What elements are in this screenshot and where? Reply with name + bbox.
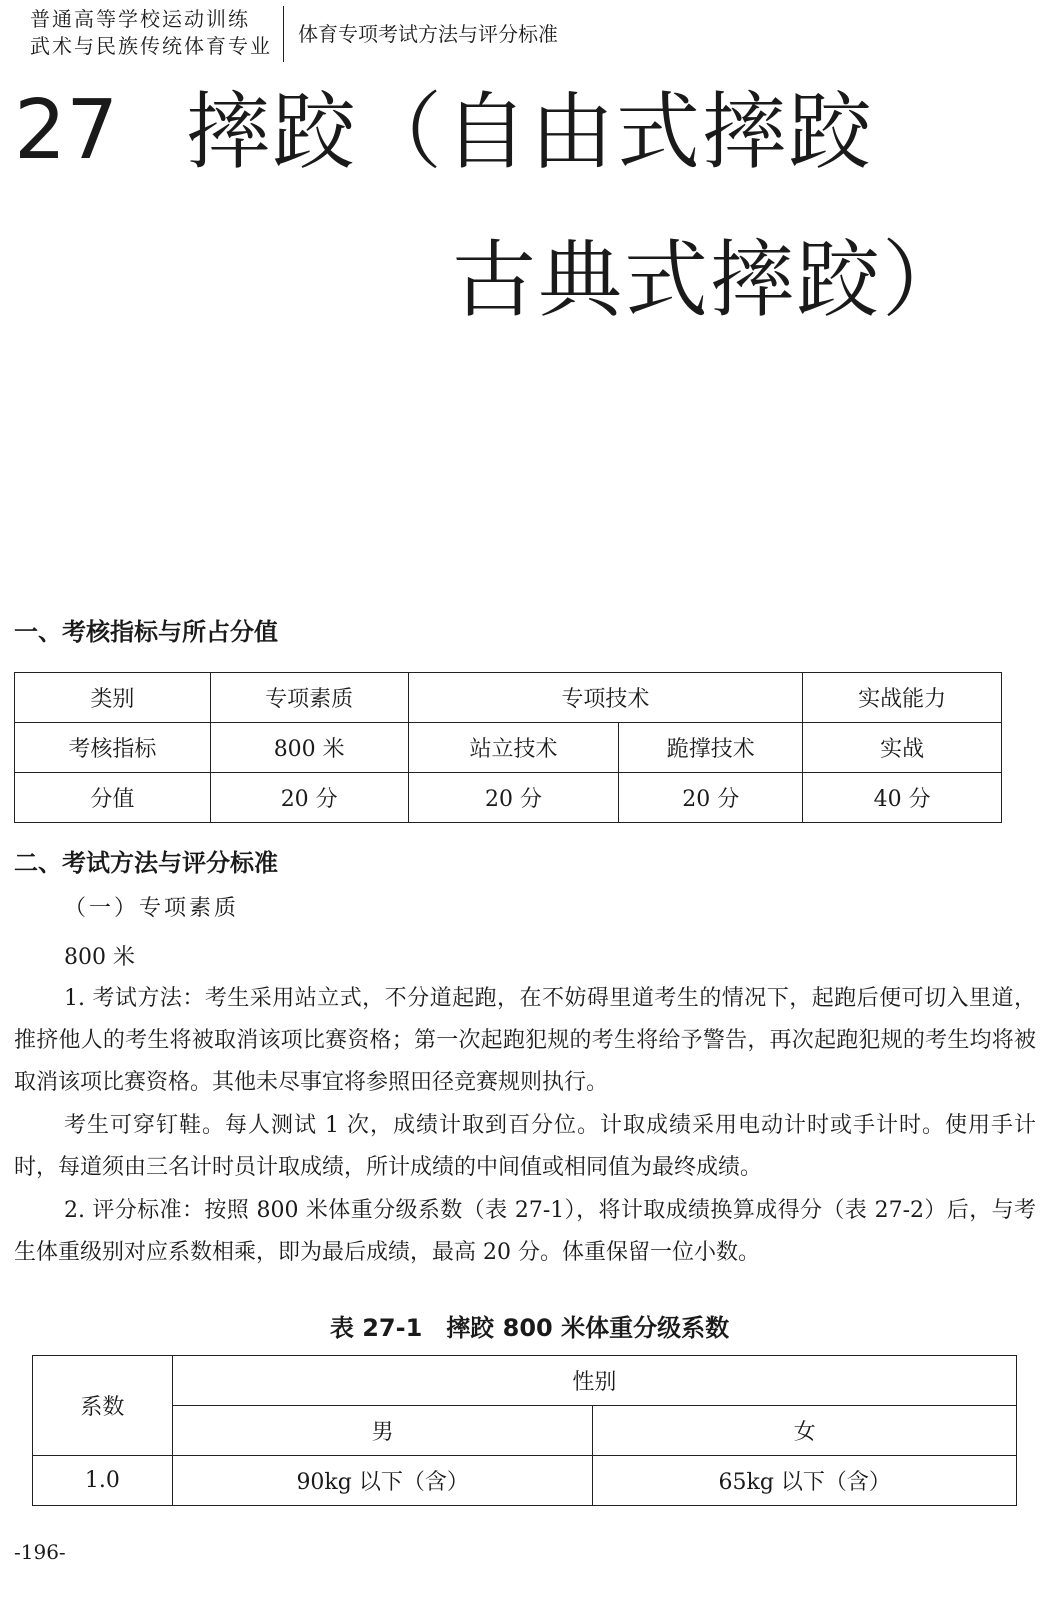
paragraph-scoring: 2. 评分标准：按照 800 米体重分级系数（表 27-1），将计取成绩换算成得分（表 27-2）后，与考生体重级别对应系数相乘，即为最后成绩，最高 20 分。体重保留一位小数。 — [14, 1198, 1036, 1265]
table-cell: 实战能力 — [803, 673, 1002, 723]
table-cell: 分值 — [15, 773, 211, 823]
table-cell: 跪撑技术 — [619, 723, 803, 773]
table-cell: 800 米 — [210, 723, 408, 773]
chapter-title-line1: 摔跤（自由式摔跤 — [186, 83, 875, 181]
table-cell: 20 分 — [210, 773, 408, 823]
section2-heading: 二、考试方法与评分标准 — [14, 849, 278, 877]
table-row — [15, 723, 1002, 773]
table-cell: 考核指标 — [15, 723, 211, 773]
header-left-line2: 武术与民族传统体育专业 — [30, 34, 272, 58]
header-left — [30, 6, 272, 60]
table-cell: 65kg 以下（含） — [593, 1456, 1017, 1506]
table-row — [15, 773, 1002, 823]
table-header-cell: 系数 — [33, 1356, 173, 1456]
page-number: -196- — [14, 1540, 66, 1564]
table-cell: 专项素质 — [210, 673, 408, 723]
chapter-title-line2: 古典式摔跤） — [452, 231, 969, 329]
header-left-line1: 普通高等学校运动训练 — [30, 7, 250, 31]
item-heading: 800 米 — [64, 945, 135, 970]
table-cell: 40 分 — [803, 773, 1002, 823]
table-cell: 1.0 — [33, 1456, 173, 1506]
table-caption: 表 27-1 摔跤 800 米体重分级系数 — [329, 1314, 730, 1342]
table-row — [33, 1406, 1017, 1456]
table-cell: 实战 — [803, 723, 1002, 773]
section1-heading: 一、考核指标与所占分值 — [14, 618, 278, 646]
table-cell: 专项技术 — [408, 673, 803, 723]
table-header-cell: 女 — [593, 1406, 1017, 1456]
subsection-heading: （一）专项素质 — [64, 896, 240, 921]
header-right: 体育专项考试方法与评分标准 — [298, 22, 558, 46]
table-header-cell: 男 — [172, 1406, 593, 1456]
table-row — [15, 673, 1002, 723]
table-cell: 20 分 — [619, 773, 803, 823]
table-cell: 20 分 — [408, 773, 619, 823]
paragraph-timing: 考生可穿钉鞋。每人测试 1 次，成绩计取到百分位。计取成绩采用电动计时或手计时。使用手计时，每道须由三名计时员计取成绩，所计成绩的中间值或相同值为最终成绩。 — [14, 1113, 1036, 1180]
paragraph-exam-method: 1. 考试方法：考生采用站立式，不分道起跑，在不妨碍里道考生的情况下，起跑后便可切入里道，推挤他人的考生将被取消该项比赛资格；第一次起跑犯规的考生将给予警告，再次起跑犯规的考生均将被取消该项比赛资格。其他未尽事宜将参照田径竞赛规则执行。 — [14, 986, 1036, 1095]
table-cell: 90kg 以下（含） — [172, 1456, 593, 1506]
table-cell: 类别 — [15, 673, 211, 723]
table-row — [33, 1456, 1017, 1506]
chapter-number: 27 — [14, 83, 119, 178]
table-row — [33, 1356, 1017, 1406]
header-divider — [283, 6, 284, 62]
assessment-table — [14, 672, 1002, 823]
table-cell: 站立技术 — [408, 723, 619, 773]
table-header-cell: 性别 — [172, 1356, 1016, 1406]
weight-coefficient-table — [32, 1355, 1017, 1506]
